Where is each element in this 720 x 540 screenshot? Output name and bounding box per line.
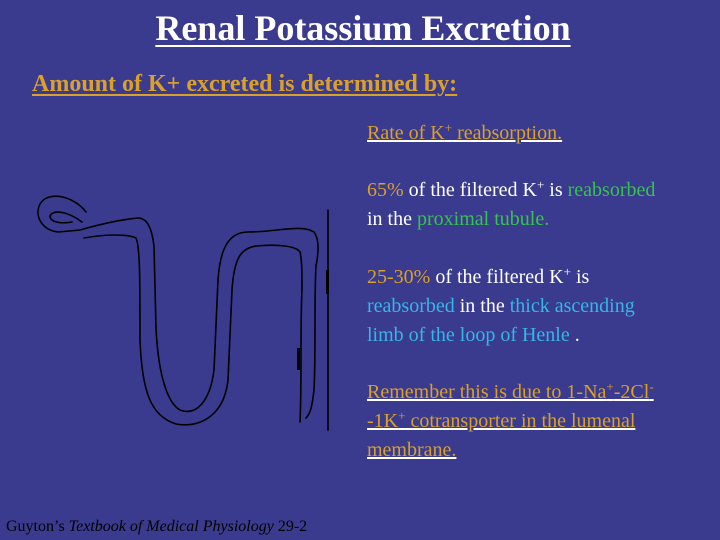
loop-of-henle-term: limb of the loop of Henle [367,324,570,346]
remember-note [367,378,717,465]
duct-segment-2 [297,348,300,370]
p65-sup: + [536,177,545,192]
citation-book: Textbook of Medical Physiology [68,518,274,535]
remember-text-3: -1K [367,410,399,432]
remember-sup-3: + [398,408,406,423]
tubule-inner-wall [50,212,302,425]
citation-author: Guyton’s [6,518,69,535]
slide-title: Renal Potassium Excretion [155,8,571,48]
loop-paragraph [367,263,717,350]
remember-text-4: cotransporter in the lumenal [405,410,636,432]
p65-text-2: is [544,179,568,201]
proximal-tubule-term: proximal tubule. [417,208,550,230]
tubule-outer-wall [38,196,318,418]
p25-sup: + [563,264,571,279]
citation [6,517,307,537]
remember-sup-1: + [606,379,614,394]
remember-text-1: Remember this is due to 1-Na [367,381,607,403]
p25-text-3: in the [454,295,510,317]
rate-heading [367,119,717,148]
thick-ascending-term: thick ascending [509,295,635,317]
p25-text-5: . [569,324,580,346]
p25-reabsorbed: reabsorbed [367,295,455,317]
duct-segment-1 [326,270,329,294]
nephron-diagram [20,180,340,440]
citation-chapter: 29-2 [273,518,308,535]
remember-text-5: membrane. [367,439,457,461]
rate-text-pre: Rate of K [367,122,445,144]
p25-text-1: of the filtered K [430,266,564,288]
p25-text-2: is [570,266,590,288]
remember-sup-2: - [649,379,654,394]
pct-25-30: 25-30% [367,266,431,288]
rate-sup: + [444,120,453,135]
p65-text-3: in the [367,208,417,230]
proximal-paragraph [367,176,717,234]
p65-text-1: of the filtered K [403,179,537,201]
p65-reabsorbed: reabsorbed [567,179,656,201]
slide-subtitle: Amount of K+ excreted is determined by: [32,71,458,97]
pct-65: 65% [367,179,404,201]
remember-text-2: -2Cl [613,381,650,403]
rate-text-post: reabsorption. [452,122,563,144]
